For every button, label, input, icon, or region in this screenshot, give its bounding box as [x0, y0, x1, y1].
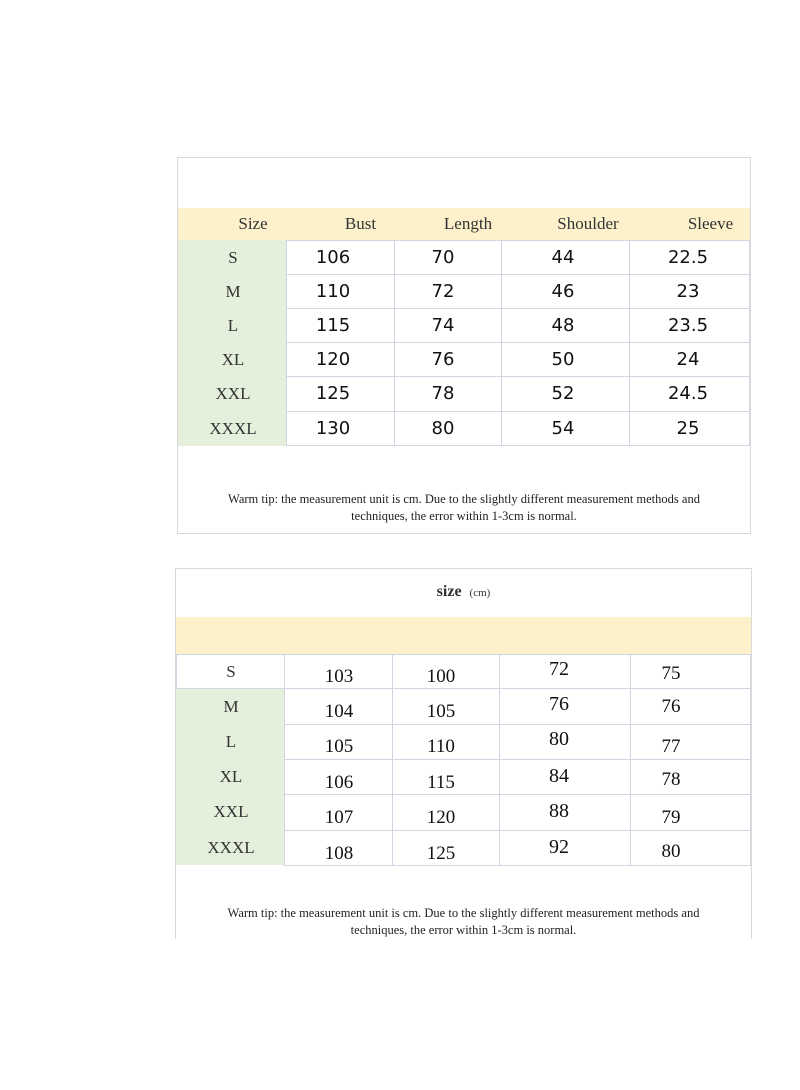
warm-tip-line-2: techniques, the error within 1-3cm is normal. [351, 509, 577, 523]
table-row [178, 241, 750, 274]
chart-title [176, 583, 751, 601]
table-row [178, 377, 750, 410]
cell-length: 76 [431, 349, 455, 370]
cell-shoulder: 44 [551, 247, 575, 268]
cell-shoulder: 88 [549, 800, 569, 822]
cell-shoulder: 72 [549, 658, 569, 680]
table-row [178, 309, 750, 342]
chart-title-unit: (cm) [469, 587, 491, 599]
cell-sleeve: 23 [676, 281, 700, 302]
cell-length: 78 [431, 383, 455, 404]
cell-sleeve: 24 [676, 349, 700, 370]
cell-size: XXL [213, 802, 249, 821]
cell-bust: 130 [315, 418, 351, 439]
cell-size: L [227, 316, 239, 335]
cell-bust: 104 [324, 701, 354, 722]
warm-tip-line-2: techniques, the error within 1-3cm is normal. [350, 923, 577, 937]
cell-bust: 106 [324, 772, 354, 793]
cell-length: 70 [431, 247, 455, 268]
header-length: Length [443, 214, 493, 233]
cell-size: M [223, 697, 239, 716]
size-chart-1 [177, 157, 751, 534]
cell-length: 80 [431, 418, 455, 439]
cell-length: 105 [426, 701, 456, 722]
warm-tip-line-1: Warm tip: the measurement unit is cm. Due to the slightly different measurement methods and [228, 492, 700, 506]
cell-shoulder: 80 [549, 728, 569, 750]
warm-tip-note [176, 905, 751, 939]
cell-bust: 103 [324, 666, 354, 687]
table-row [178, 412, 750, 445]
cell-shoulder: 48 [551, 315, 575, 336]
cell-shoulder: 76 [549, 693, 569, 715]
cell-size: XXXL [209, 419, 257, 438]
cell-sleeve: 23.5 [667, 315, 709, 336]
cell-sleeve: 79 [661, 807, 681, 828]
cell-bust: 105 [324, 736, 354, 757]
cell-length: 120 [426, 807, 456, 828]
cell-length: 72 [431, 281, 455, 302]
cell-length: 115 [427, 772, 455, 793]
cell-size: XXXL [207, 838, 255, 857]
table-row [178, 343, 750, 376]
header-shoulder: Shoulder [557, 214, 619, 233]
cell-bust: 125 [315, 383, 351, 404]
warm-tip-note [178, 491, 750, 525]
table-row [176, 831, 751, 864]
cell-sleeve: 25 [676, 418, 700, 439]
cell-sleeve: 24.5 [667, 383, 709, 404]
cell-size: S [228, 248, 238, 267]
cell-size: S [226, 662, 236, 681]
cell-bust: 115 [315, 315, 351, 336]
table-row [176, 760, 751, 793]
chart-title-text: size [436, 583, 462, 600]
cell-sleeve: 22.5 [667, 247, 709, 268]
cell-shoulder: 50 [551, 349, 575, 370]
table-row [176, 690, 751, 723]
cell-sleeve: 75 [661, 663, 681, 684]
cell-length: 110 [427, 736, 455, 757]
warm-tip-line-1: Warm tip: the measurement unit is cm. Due to the slightly different measurement methods and [227, 906, 700, 920]
cell-sleeve: 78 [661, 769, 681, 790]
size-chart-2 [175, 568, 752, 939]
cell-bust: 110 [315, 281, 351, 302]
table-row [176, 655, 751, 688]
cell-shoulder: 54 [551, 418, 575, 439]
header-size: Size [238, 214, 268, 233]
cell-sleeve: 76 [661, 696, 681, 717]
table-header-row [176, 617, 751, 654]
cell-bust: 108 [324, 843, 354, 864]
cell-size: L [225, 732, 237, 751]
header-bust: Bust [344, 214, 377, 233]
cell-shoulder: 46 [551, 281, 575, 302]
cell-length: 125 [426, 843, 456, 864]
table-row [176, 795, 751, 828]
cell-bust: 120 [315, 349, 351, 370]
cell-size: XL [219, 767, 243, 786]
cell-length: 74 [431, 315, 455, 336]
cell-sleeve: 77 [661, 736, 681, 757]
cell-size: XL [221, 350, 245, 369]
cell-length: 100 [426, 666, 456, 687]
table-header-row [178, 208, 750, 240]
header-sleeve: Sleeve [687, 214, 734, 233]
cell-bust: 106 [315, 247, 351, 268]
table-row [178, 275, 750, 308]
cell-sleeve: 80 [661, 841, 681, 862]
cell-shoulder: 52 [551, 383, 575, 404]
cell-size: M [225, 282, 241, 301]
table-row [176, 725, 751, 758]
cell-shoulder: 84 [549, 765, 569, 787]
cell-size: XXL [215, 384, 251, 403]
cell-bust: 107 [324, 807, 354, 828]
cell-shoulder: 92 [549, 836, 569, 858]
